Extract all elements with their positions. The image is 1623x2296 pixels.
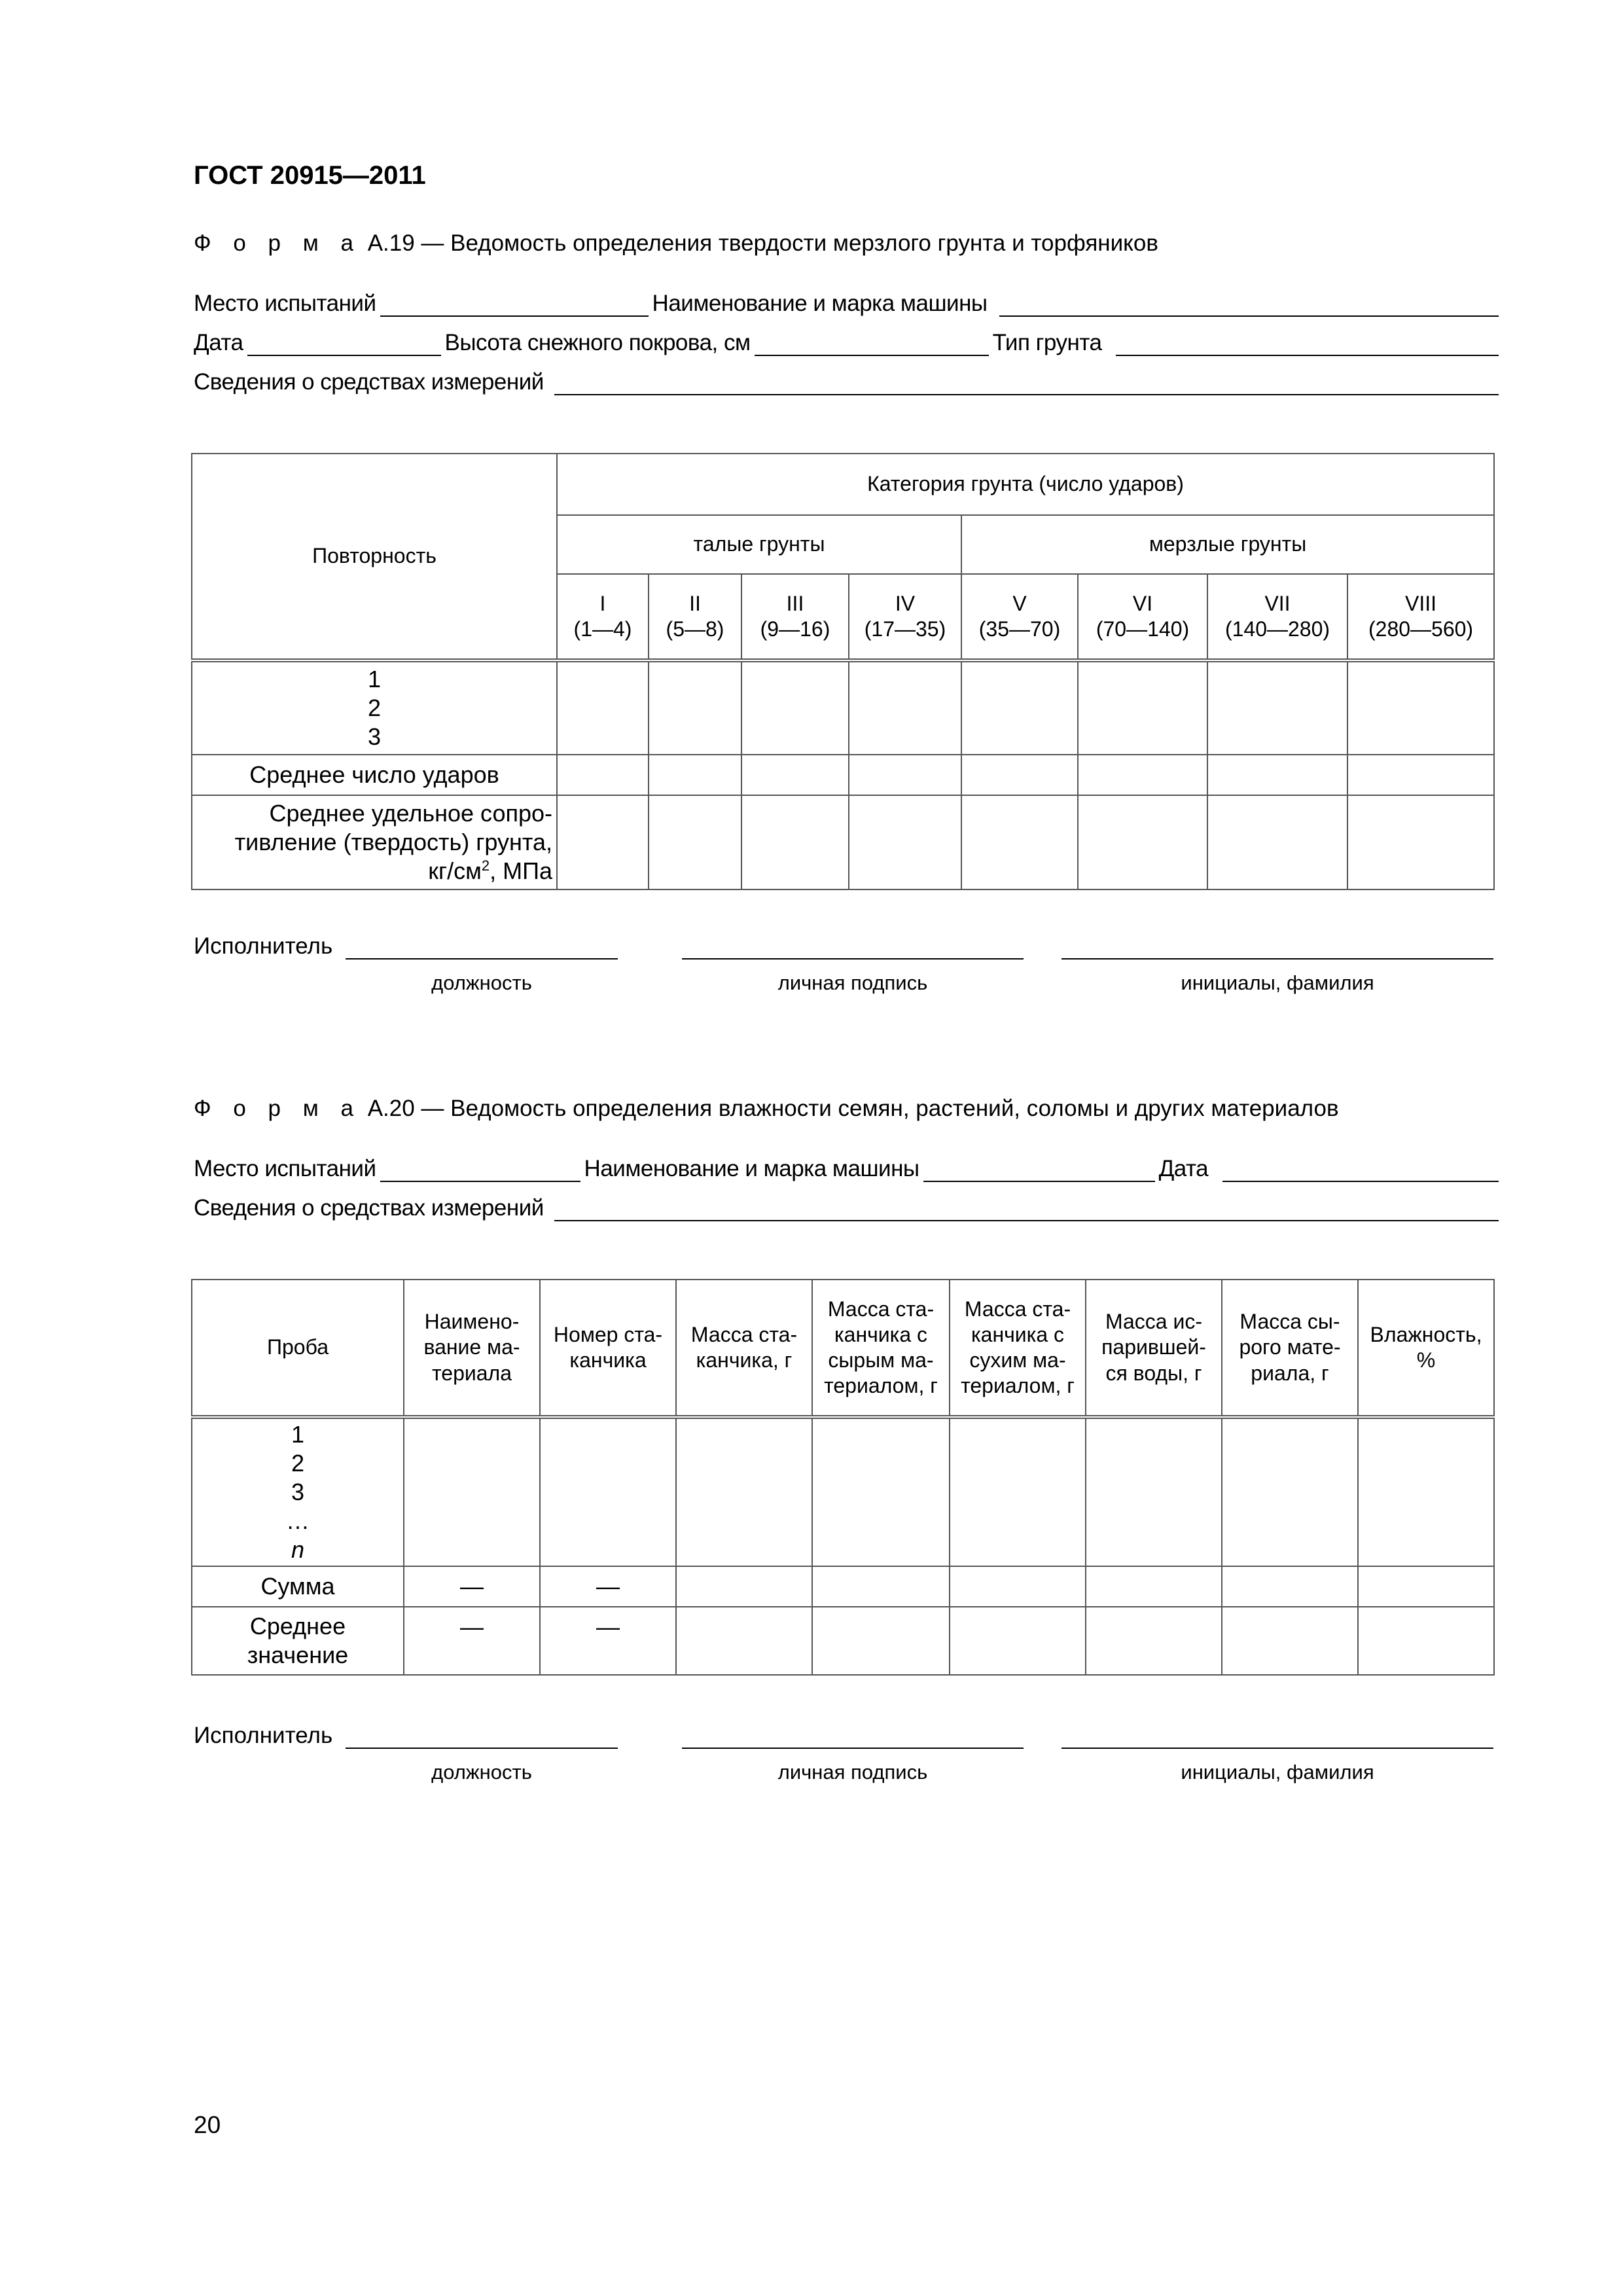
category-VIII: VIII (280—560)	[1347, 574, 1494, 660]
instruments-input-20[interactable]	[554, 1198, 1499, 1221]
form19-fields-row2	[194, 330, 1499, 356]
category-III: III (9—16)	[741, 574, 849, 660]
signature-line-19[interactable]	[682, 957, 1024, 960]
table-row	[192, 660, 1494, 755]
document-header: ГОСТ 20915—2011	[194, 161, 426, 190]
machine-input-20[interactable]	[923, 1158, 1155, 1182]
soil-type-label: Тип грунта	[992, 330, 1102, 355]
wet-mass-header: Масса ста- канчика с сырым ма- териалом, г	[812, 1280, 950, 1417]
category-VII: VII (140—280)	[1207, 574, 1347, 660]
dash-cell: —	[540, 1607, 676, 1675]
initials-line-19[interactable]	[1061, 957, 1493, 960]
cup-mass-header: Масса ста- канчика, г	[676, 1280, 812, 1417]
position-caption-20: должность	[431, 1761, 532, 1784]
category-I: I (1—4)	[557, 574, 649, 660]
col-repeat-header: Повторность	[192, 454, 557, 660]
form19-fields-row1	[194, 291, 1499, 317]
form19-table	[191, 453, 1495, 890]
table-row	[192, 795, 1494, 889]
repeat-numbers: 1 2 3	[192, 660, 557, 755]
dry-mass-header: Масса ста- канчика с сухим ма- териалом, г	[950, 1280, 1086, 1417]
frozen-header: мерзлые грунты	[961, 515, 1494, 574]
machine-label: Наименование и марка машины	[652, 291, 988, 316]
thawed-header: талые грунты	[557, 515, 961, 574]
signature-caption-20: личная подпись	[777, 1761, 928, 1784]
date-input-20[interactable]	[1222, 1158, 1499, 1182]
table-row	[192, 1566, 1494, 1607]
evaporated-water-header: Масса ис- парившей- ся воды, г	[1086, 1280, 1222, 1417]
form20-fields-row1	[194, 1156, 1499, 1182]
soil-type-input[interactable]	[1116, 332, 1499, 356]
average-label: Среднее значение	[192, 1607, 404, 1675]
form19-title	[194, 230, 1158, 257]
cup-number-header: Номер ста- канчика	[540, 1280, 676, 1417]
signature-line-20[interactable]	[682, 1746, 1024, 1749]
snow-label: Высота снежного покрова, см	[444, 330, 751, 355]
machine-label-20: Наименование и марка машины	[584, 1156, 919, 1181]
material-header: Наимено- вание ма- териала	[404, 1280, 540, 1417]
place-input-20[interactable]	[380, 1158, 580, 1182]
sample-numbers: 1 2 3 … n	[192, 1417, 404, 1566]
form20-title-text: А.20 — Ведомость определения влажности семян, растений, соломы и других материалов	[361, 1096, 1339, 1121]
place-label-20: Место испытаний	[194, 1156, 376, 1181]
instruments-input[interactable]	[554, 372, 1499, 395]
table-row	[192, 1417, 1494, 1566]
avg-resistance-label: Среднее удельное сопро- тивление (твердость) грунта, $кг/см^2$, МПа	[192, 795, 557, 889]
dash-cell: —	[404, 1607, 540, 1675]
date-label-20: Дата	[1158, 1156, 1209, 1181]
form20-title-prefix: Ф о р м а	[194, 1096, 361, 1121]
instruments-label: Сведения о средствах измерений	[194, 369, 544, 395]
form20-table	[191, 1279, 1495, 1676]
form19-title-text: А.19 — Ведомость определения твердости мерзлого грунта и торфяников	[361, 230, 1158, 256]
moisture-header: Влажность, %	[1358, 1280, 1494, 1417]
category-VI: VI (70—140)	[1078, 574, 1207, 660]
signature-caption-19: личная подпись	[777, 971, 928, 994]
machine-input[interactable]	[999, 293, 1499, 317]
form19-title-prefix: Ф о р м а	[194, 230, 361, 256]
instruments-label-20: Сведения о средствах измерений	[194, 1195, 544, 1221]
category-II: II (5—8)	[649, 574, 741, 660]
dash-cell: —	[404, 1566, 540, 1607]
snow-input[interactable]	[755, 332, 989, 356]
form19-fields-row3	[194, 369, 1499, 395]
category-V: V (35—70)	[961, 574, 1078, 660]
initials-caption-20: инициалы, фамилия	[1181, 1761, 1374, 1784]
initials-line-20[interactable]	[1061, 1746, 1493, 1749]
position-line-19[interactable]	[346, 957, 618, 960]
table-row	[192, 1607, 1494, 1675]
avg-hits-label: Среднее число ударов	[192, 755, 557, 795]
form20-title	[194, 1096, 1339, 1122]
executor-label-19: Исполнитель	[194, 933, 333, 959]
initials-caption-19: инициалы, фамилия	[1181, 971, 1374, 994]
place-label: Место испытаний	[194, 291, 376, 316]
page-number: 20	[194, 2111, 221, 2138]
position-caption-19: должность	[431, 971, 532, 994]
form20-fields-row2	[194, 1195, 1499, 1221]
category-IV: IV (17—35)	[849, 574, 961, 660]
date-input[interactable]	[247, 332, 441, 356]
sample-header: Проба	[192, 1280, 404, 1417]
sum-label: Сумма	[192, 1566, 404, 1607]
dash-cell: —	[540, 1566, 676, 1607]
category-header: Категория грунта (число ударов)	[557, 454, 1494, 515]
place-input[interactable]	[380, 293, 649, 317]
raw-mass-header: Масса сы- рого мате- риала, г	[1222, 1280, 1358, 1417]
table-row	[192, 755, 1494, 795]
position-line-20[interactable]	[346, 1746, 618, 1749]
executor-label-20: Исполнитель	[194, 1723, 333, 1748]
date-label: Дата	[194, 330, 243, 355]
